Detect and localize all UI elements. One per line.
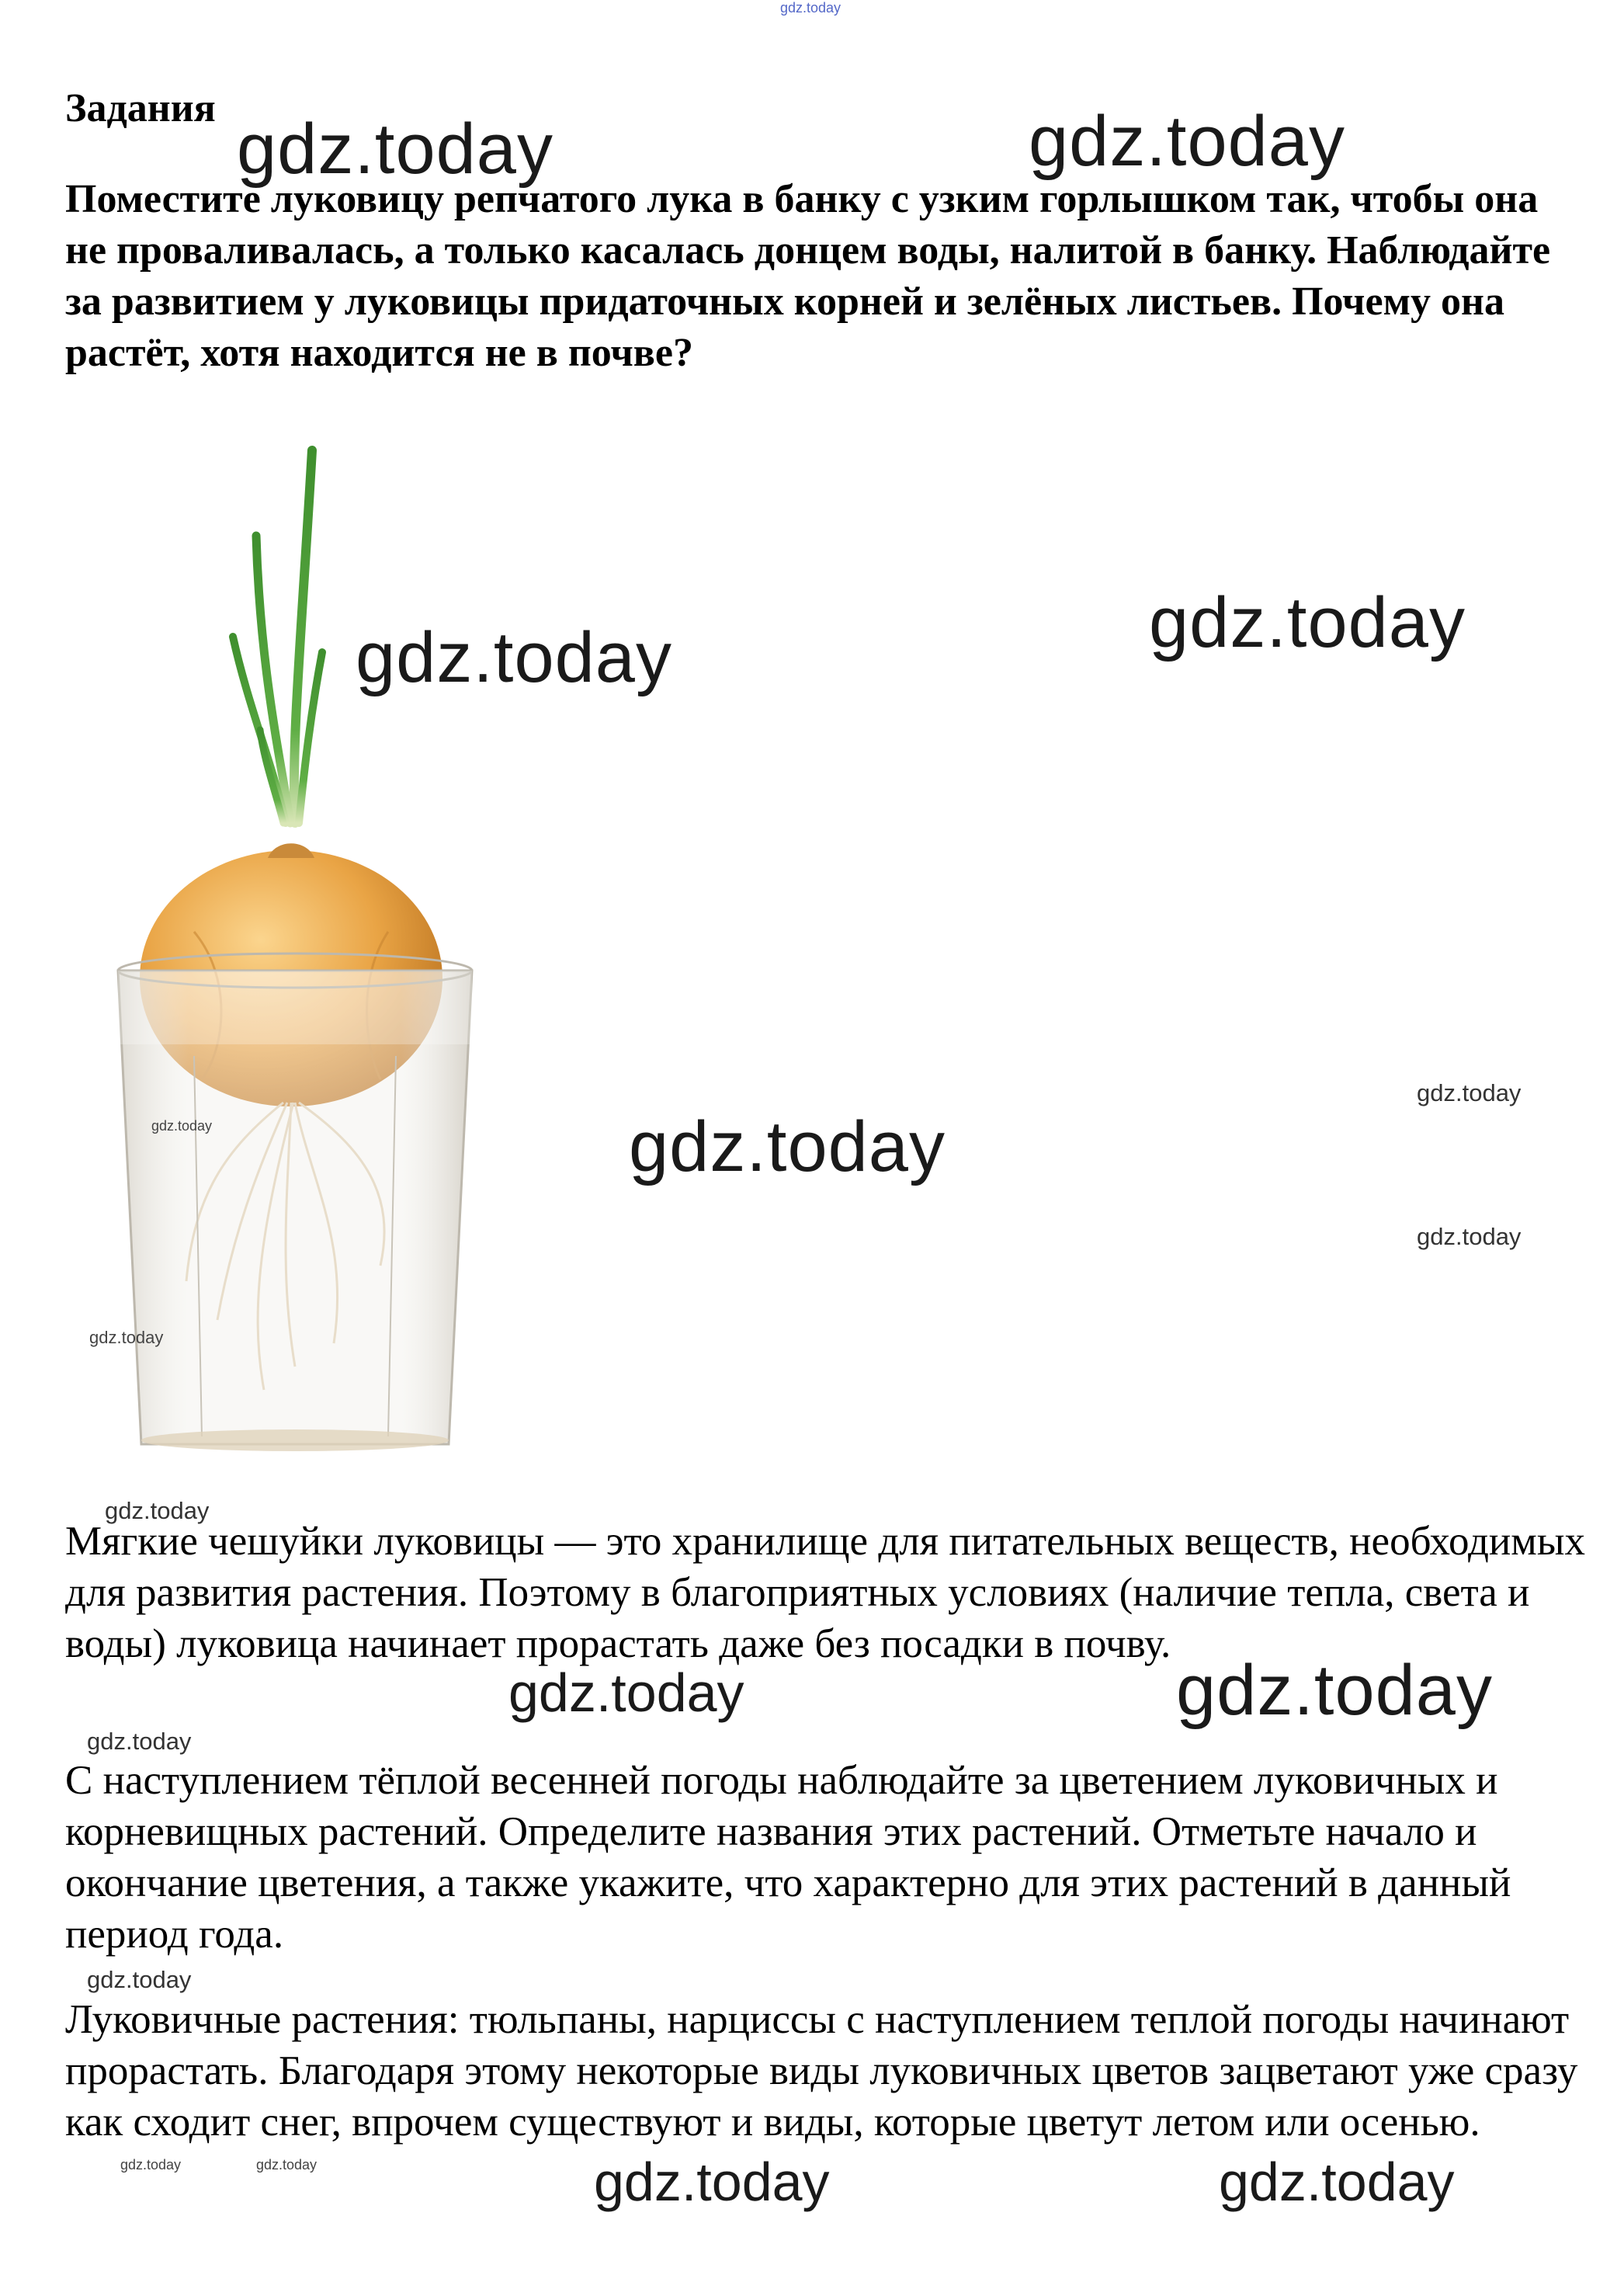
task-text: Поместите луковицу репчатого лука в банку с узким горлышком так, чтобы она не проваливалась, а только касалась донцем воды, налитой в банку. Наблюдайте за развитием у луковицы придаточных корней и зелёных листьев. Почему она растёт, хотя находится не в почве?: [65, 177, 1551, 375]
watermark: gdz.today: [1149, 583, 1466, 662]
watermark: gdz.today: [1417, 1079, 1522, 1106]
section-heading: Задания: [65, 86, 216, 130]
watermark: gdz.today: [87, 1728, 192, 1755]
leaves: [233, 450, 322, 823]
watermark: gdz.today: [594, 2152, 830, 2212]
watermark: gdz.today: [629, 1107, 946, 1186]
watermark: gdz.today: [1029, 102, 1345, 181]
watermark: gdz.today: [237, 109, 553, 189]
watermark: gdz.today: [151, 1118, 213, 1134]
watermark: gdz.today: [1417, 1223, 1522, 1250]
task-paragraph-2: С наступлением тёплой весенней погоды наблюдайте за цветением луковичных и корневищных растений. Определите названия этих растений. Отметьте начало и окончание цветения, а также укажите, что характерно для этих растений в данный период года.: [65, 1758, 1511, 1957]
watermark: gdz.today: [780, 0, 841, 16]
watermark: gdz.today: [87, 1966, 192, 1993]
watermark: gdz.today: [356, 618, 672, 697]
answer-paragraph-2: Луковичные растения: тюльпаны, нарциссы с наступлением теплой погоды начинают прорастать. Благодаря этому некоторые виды луковичных цветов зацветают уже сразу как сходит снег, впрочем существуют и виды, которые цветут летом или осенью.: [65, 1997, 1578, 2145]
onion-in-jar-illustration: [101, 435, 489, 1452]
watermark: gdz.today: [1219, 2152, 1455, 2212]
watermark: gdz.today: [508, 1662, 744, 1723]
watermark: gdz.today: [105, 1497, 210, 1524]
watermark: gdz.today: [120, 2157, 182, 2173]
watermark: gdz.today: [89, 1328, 164, 1347]
watermark: gdz.today: [256, 2157, 318, 2173]
answer-paragraph-1: Мягкие чешуйки луковицы — это хранилище для питательных веществ, необходимых для развития растения. Поэтому в благоприятных условиях (наличие тепла, света и воды) луковица начинает прорастать даже без посадки в почву.: [65, 1519, 1585, 1666]
watermark: gdz.today: [1176, 1651, 1493, 1730]
